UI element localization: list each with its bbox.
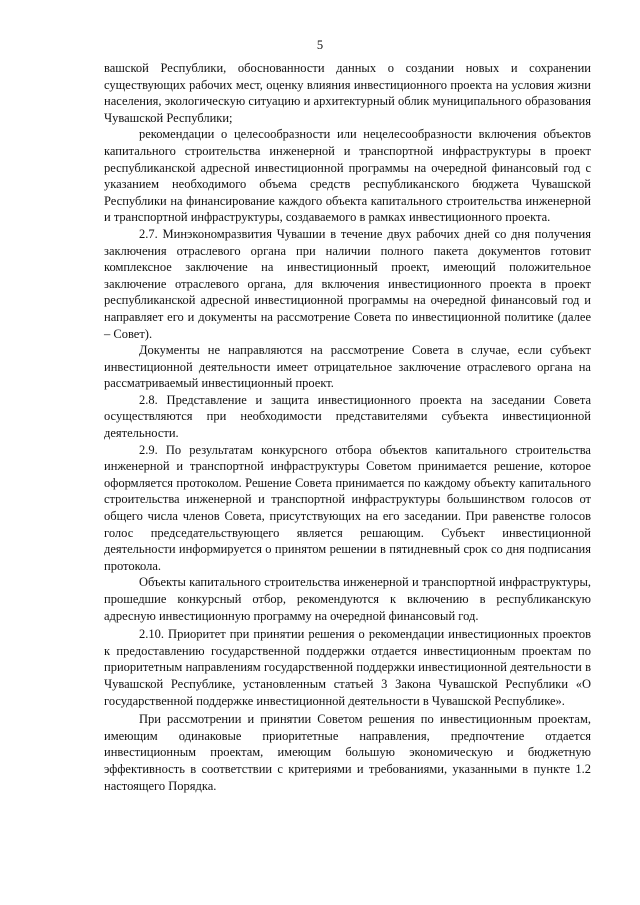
paragraph: 2.9. По результатам конкурсного отбора объектов капитального строительства инженерной и транспортной инфраструктуры Советом принимается решение, которое оформляется протоколом. Решение Совета принимается по каждому объекту капитального строительства инженерной и транспортной инфраструктуры большинством голосов от общего числа членов Совета, присутствующих на его заседании. При равенстве голосов голос председательствующего является решающим. Субъект инвестиционной деятельности информируется о принятом решении в пятидневный срок со дня подписания протокола. [104, 442, 591, 573]
paragraph: Объекты капитального строительства инженерной и транспортной инфраструктуры, прошедшие конкурсный отбор, рекомендуются к включению в республиканскую адресную инвестиционную программу на очередной финансовый год. [104, 575, 591, 623]
paragraph: вашской Республики, обоснованности данных о создании новых и сохранении существующих рабочих мест, оценку влияния инвестиционного проекта на условия жизни населения, экологическую ситуацию и архитектурный облик муниципального образования Чувашской Республики; [104, 61, 591, 125]
paragraph: 2.8. Представление и защита инвестиционного проекта на заседании Совета осуществляются при необходимости представителями субъекта инвестиционной деятельности. [104, 392, 591, 441]
paragraph: При рассмотрении и принятии Советом решения по инвестиционным проектам, имеющим одинаковые приоритетные направления, предпочтение отдается инвестиционным проектам, имеющим большую экономическую и бюджетную эффективность в соответствии с критериями и требованиями, указанными в пункте 1.2 настоящего Порядка. [104, 712, 591, 793]
paragraph: 2.10. Приоритет при принятии решения о рекомендации инвестиционных проектов к предоставлению государственной поддержки отдается инвестиционным проектам по приоритетным направлениям государственной поддержки инвестиционной деятельности в Чувашской Республике, установленным статьей 3 Закона Чувашской Республики «О государственной поддержке инвестиционной деятельности в Чувашской Республике». [104, 627, 591, 708]
body-text [104, 60, 591, 794]
paragraph: рекомендации о целесообразности или нецелесообразности включения объектов капитального строительства инженерной и транспортной инфраструктуры в проект республиканской адресной инвестиционной программы на очередной финансовый год с указанием необходимого объема средств республиканского бюджета Чувашской Республики на финансирование каждого объекта капитального строительства инженерной и транспортной инфраструктуры, создаваемого в рамках инвестиционного проекта. [104, 127, 591, 225]
paragraph: 2.7. Минэкономразвития Чувашии в течение двух рабочих дней со дня получения заключения отраслевого органа при наличии полного пакета документов готовит комплексное заключение на инвестиционный проект, имеющий положительное заключение отраслевого органа, для включения инвестиционного проекта в проект республиканской адресной инвестиционной программы на очередной финансовый год и направляет его и документы на рассмотрение Совета по инвестиционной политике (далее – Совет). [104, 226, 591, 341]
page-number: 5 [316, 38, 324, 52]
paragraph: Документы не направляются на рассмотрение Совета в случае, если субъект инвестиционной деятельности имеет отрицательное заключение отраслевого органа на рассматриваемый инвестиционный проект. [104, 343, 591, 391]
